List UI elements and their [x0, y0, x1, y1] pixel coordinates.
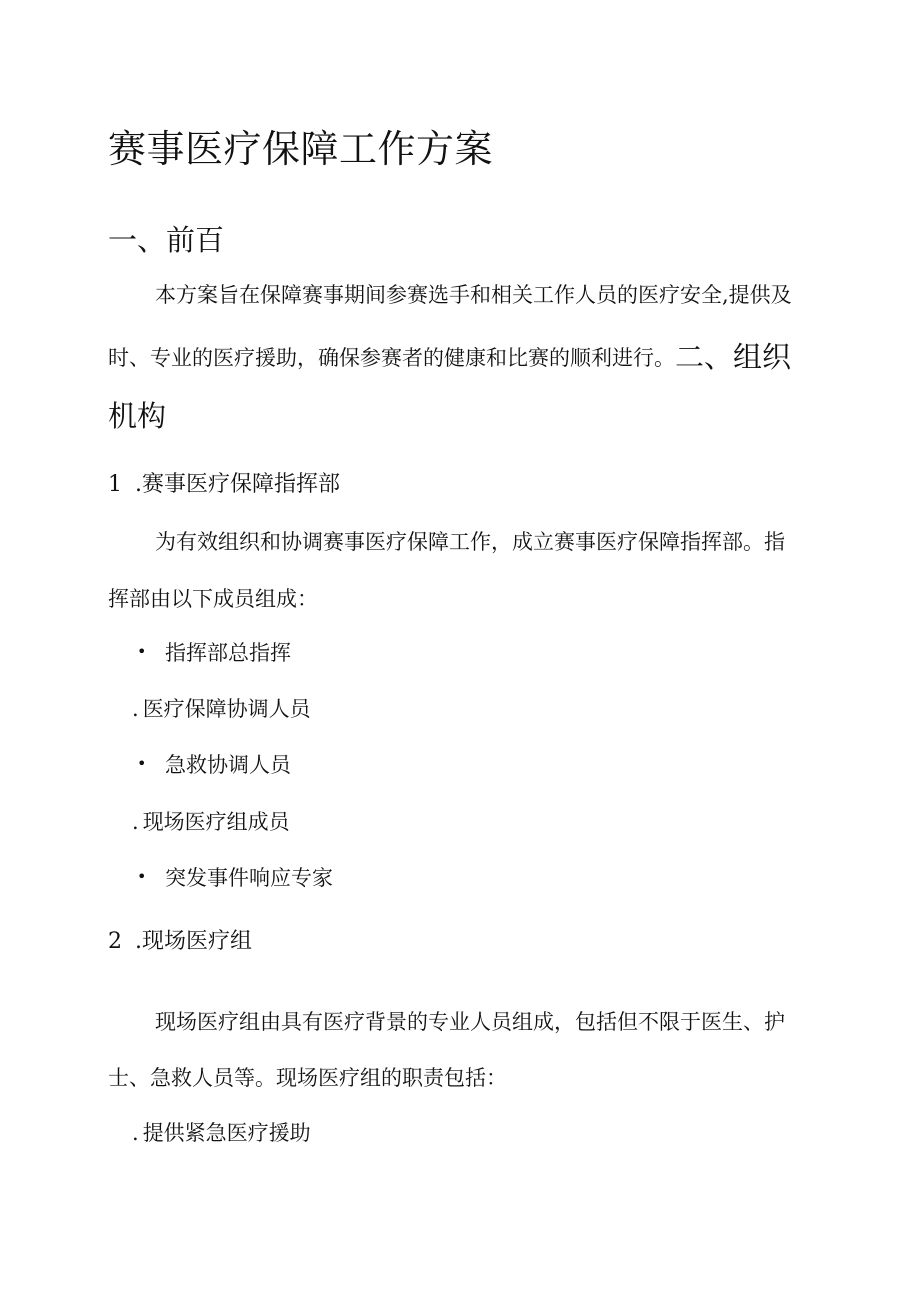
list-item-text: 突发事件响应专家 — [165, 866, 333, 890]
list-marker: . — [132, 697, 139, 721]
preface-paragraph-line-1: 本方案旨在保障赛事期间参赛选手和相关工作人员的医疗安全,提供及 — [155, 283, 792, 307]
bullet-marker: • — [137, 754, 147, 773]
section-heading-preface: 一、前百 — [108, 223, 225, 257]
list-marker: . — [132, 810, 139, 834]
subsection-heading-onsite — [108, 931, 252, 953]
list-item — [132, 1123, 311, 1144]
list-item — [137, 868, 333, 889]
subsection-heading-command — [108, 474, 340, 496]
command-paragraph-line-2: 挥部由以下成员组成： — [108, 587, 318, 611]
bullet-marker: • — [137, 642, 147, 661]
subsection-number: 1 — [108, 472, 122, 497]
list-item-text: 提供紧急医疗援助 — [142, 1121, 311, 1145]
list-item — [132, 812, 290, 833]
document-title: 赛事医疗保障工作方案 — [108, 127, 494, 171]
section-heading-organization: 二、组织 — [675, 340, 792, 374]
list-item-text: 医疗保障协调人员 — [142, 697, 311, 721]
command-paragraph-line-1: 为有效组织和协调赛事医疗保障工作，成立赛事医疗保障指挥部。指 — [155, 530, 785, 554]
list-item-text: 急救协调人员 — [165, 753, 291, 777]
onsite-paragraph-line-1: 现场医疗组由具有医疗背景的专业人员组成，包括但不限于医生、护 — [155, 1010, 785, 1034]
list-marker: . — [132, 1121, 139, 1145]
section-heading-organization-cont: 机构 — [108, 399, 167, 433]
list-item — [132, 699, 311, 720]
preface-paragraph-text: 时、专业的医疗援助，确保参赛者的健康和比赛的顺利进行。 — [108, 346, 675, 370]
list-item — [137, 643, 291, 664]
subsection-label: .赛事医疗保障指挥部 — [135, 472, 340, 497]
subsection-label: .现场医疗组 — [135, 929, 252, 954]
list-item-text: 指挥部总指挥 — [165, 641, 291, 665]
subsection-number: 2 — [108, 929, 122, 954]
list-item-text: 现场医疗组成员 — [142, 810, 290, 834]
bullet-marker: • — [137, 867, 147, 886]
preface-paragraph-line-2 — [108, 340, 792, 374]
onsite-paragraph-line-2: 士、急救人员等。现场医疗组的职责包括： — [108, 1066, 507, 1090]
list-item — [137, 755, 291, 776]
